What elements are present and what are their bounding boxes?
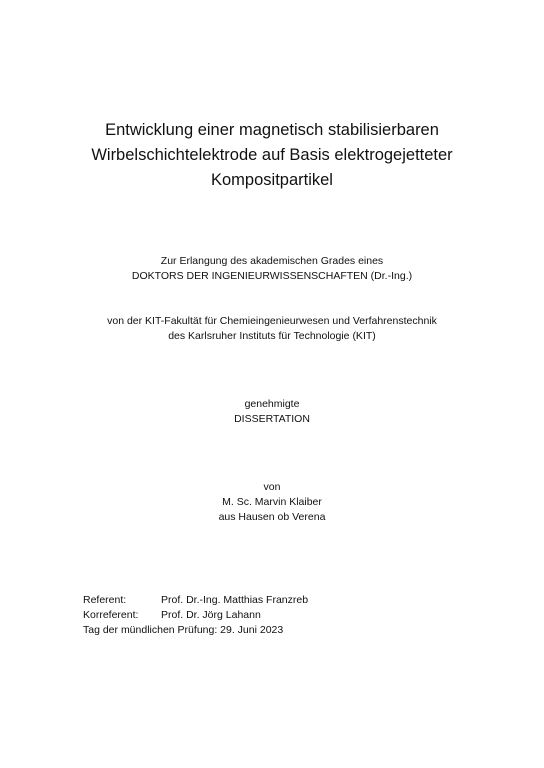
faculty-block — [0, 314, 544, 344]
faculty-line-1: von der KIT-Fakultät für Chemieingenieurwesen und Verfahrenstechnik — [107, 315, 437, 327]
degree-line-2: DOKTORS DER INGENIEURWISSENSCHAFTEN (Dr.-Ing.) — [131, 270, 413, 282]
faculty-line-2: des Karlsruher Instituts für Technologie (KIT) — [168, 330, 376, 342]
approval-line-1: genehmigte — [244, 398, 300, 410]
korreferent-label: Korreferent: — [83, 609, 139, 621]
title-line-2: Wirbelschichtelektrode auf Basis elektrogejetteter — [91, 146, 453, 164]
referent-row — [83, 593, 308, 608]
approval-block — [0, 397, 544, 427]
author-block — [0, 480, 544, 525]
author-name: M. Sc. Marvin Klaiber — [222, 496, 322, 508]
korreferent-value: Prof. Dr. Jörg Lahann — [161, 609, 261, 621]
exam-date-line: Tag der mündlichen Prüfung: 29. Juni 2023 — [83, 624, 284, 636]
author-von: von — [263, 481, 281, 493]
referent-label: Referent: — [83, 594, 127, 606]
author-origin: aus Hausen ob Verena — [218, 511, 326, 523]
referent-value: Prof. Dr.-Ing. Matthias Franzreb — [161, 594, 309, 606]
title-line-3: Kompositpartikel — [211, 171, 333, 189]
dissertation-title — [0, 118, 544, 193]
degree-block — [0, 254, 544, 284]
title-line-1: Entwicklung einer magnetisch stabilisierbaren — [105, 121, 439, 139]
degree-line-1: Zur Erlangung des akademischen Grades eines — [160, 255, 384, 267]
korreferent-row — [83, 608, 308, 623]
approval-line-2: DISSERTATION — [234, 413, 310, 425]
examiners-block — [83, 593, 308, 638]
